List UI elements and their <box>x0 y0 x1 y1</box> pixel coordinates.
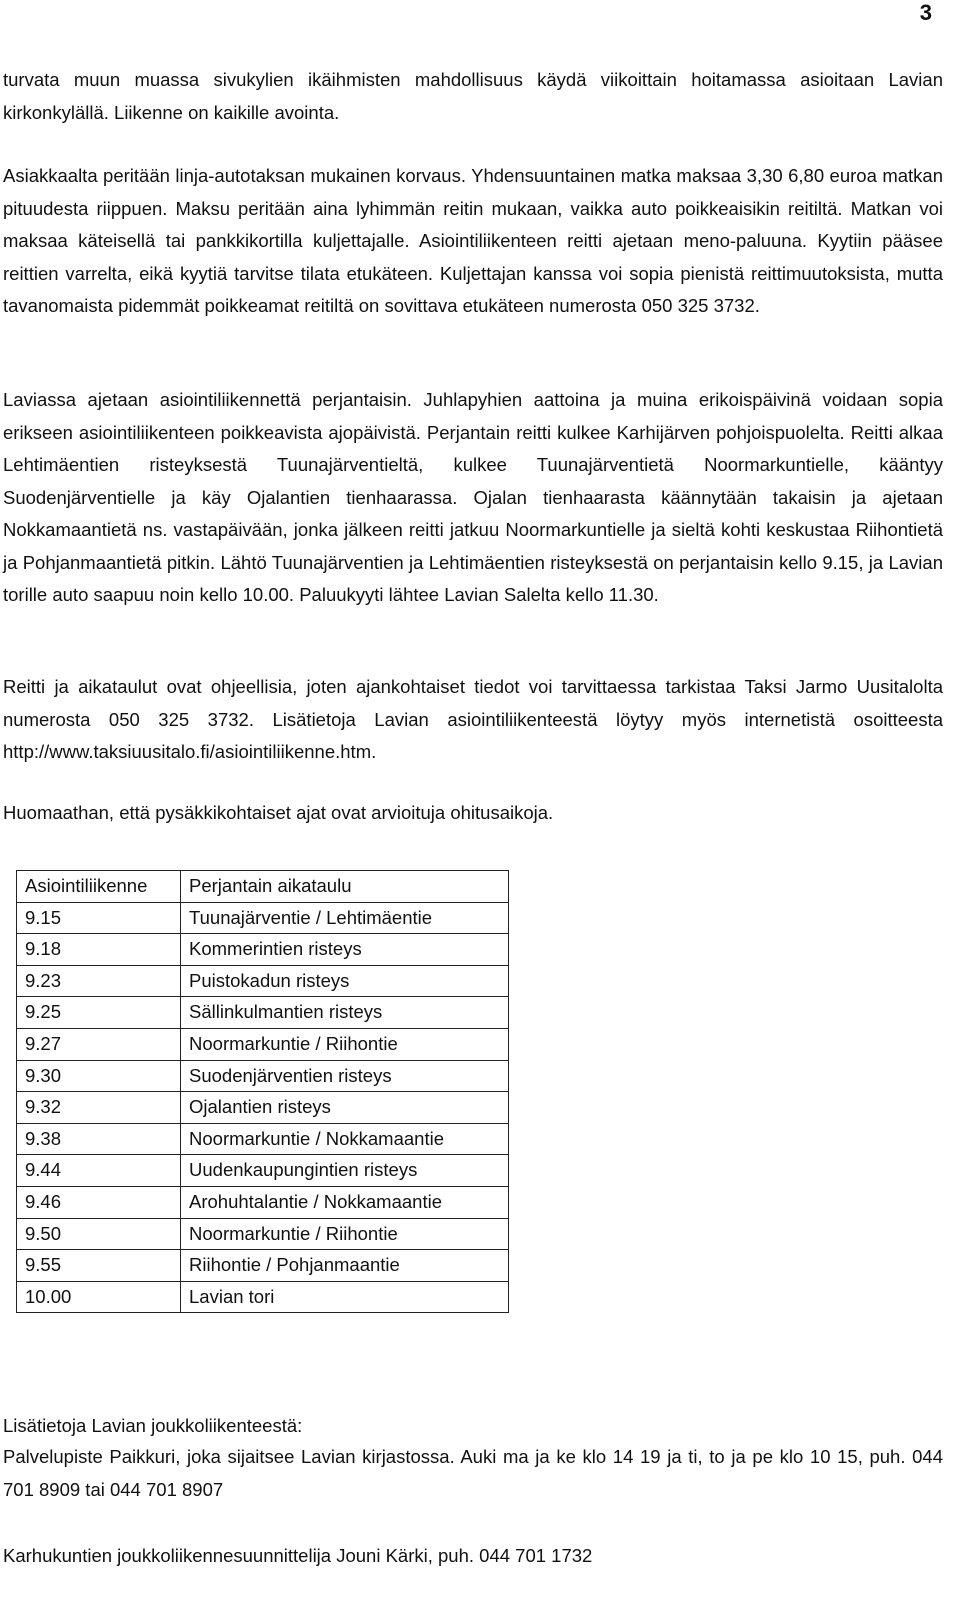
table-row <box>17 1028 509 1060</box>
time-cell: 10.00 <box>17 1281 181 1313</box>
paragraph-disclaimer-text: Reitti ja aikataulut ovat ohjeellisia, joten ajankohtaiset tiedot voi tarvittaessa tarkistaa Taksi Jarmo Uusitalolta numerosta 050 325 3732. Lisätietoja Lavian asiointiliikenteestä löytyy myös internetistä osoitteesta http://www.taksiuusitalo.fi/asiointiliikenne.htm. <box>3 676 943 762</box>
table-row <box>17 1281 509 1313</box>
stop-cell: Puistokadun risteys <box>181 965 509 997</box>
paragraph-route-text: Laviassa ajetaan asiointiliikennettä perjantaisin. Juhlapyhien aattoina ja muina erikoispäivinä voidaan sopia erikseen asiointiliikenteen poikkeavista ajopäivistä. Perjantain reitti kulkee Karhijärven pohjoispuolelta. Reitti alkaa Lehtimäentien risteyksestä Tuunajärventieltä, kulkee Tuunajärventietä Noormarkuntielle, kääntyy Suodenjärventielle ja käy Ojalantien tienhaarassa. Ojalan tienhaarasta käännytään takaisin ja ajetaan Nokkamaantietä ns. vastapäivään, jonka jälkeen reitti jatkuu Noormarkuntielle ja sieltä kohti keskustaa Riihontietä ja Pohjanmaantietä pitkin. Lähtö Tuunajärventien ja Lehtimäentien risteyksestä on perjantaisin kello 9.15, ja Lavian torille auto saapuu noin kello 10.00. Paluukyyti lähtee Lavian Salelta kello 11.30. <box>3 389 943 605</box>
paragraph-note <box>3 797 943 830</box>
stop-cell: Lavian tori <box>181 1281 509 1313</box>
paragraph-disclaimer <box>3 671 943 769</box>
stop-cell: Uudenkaupungintien risteys <box>181 1155 509 1187</box>
stop-cell: Riihontie / Pohjanmaantie <box>181 1250 509 1282</box>
table-row <box>17 1186 509 1218</box>
page-number: 3 <box>919 0 932 25</box>
table-header-row <box>17 871 509 903</box>
table-row <box>17 1250 509 1282</box>
header-cell-service: Asiointiliikenne <box>17 871 181 903</box>
table-row <box>17 902 509 934</box>
paragraph-route <box>3 384 943 612</box>
table-row <box>17 997 509 1029</box>
table-row <box>17 1123 509 1155</box>
paragraph-note-text: Huomaathan, että pysäkkikohtaiset ajat ovat arvioituja ohitusaikoja. <box>3 802 554 823</box>
time-cell: 9.46 <box>17 1186 181 1218</box>
time-cell: 9.25 <box>17 997 181 1029</box>
table-row <box>17 1218 509 1250</box>
header-cell-timetable: Perjantain aikataulu <box>181 871 509 903</box>
stop-cell: Noormarkuntie / Riihontie <box>181 1028 509 1060</box>
paragraph-intro-text: turvata muun muassa sivukylien ikäihmisten mahdollisuus käydä viikoittain hoitamassa asioitaan Lavian kirkonkylällä. Liikenne on kaikille avointa. <box>3 69 943 123</box>
info-text-content: Palvelupiste Paikkuri, joka sijaitsee Lavian kirjastossa. Auki ma ja ke klo 14 19 ja ti, to ja pe klo 10 15, puh. 044 701 8909 tai 044 701 8907 <box>3 1446 943 1500</box>
time-cell: 9.32 <box>17 1092 181 1124</box>
time-cell: 9.18 <box>17 934 181 966</box>
stop-cell: Tuunajärventie / Lehtimäentie <box>181 902 509 934</box>
table-row <box>17 1155 509 1187</box>
stop-cell: Ojalantien risteys <box>181 1092 509 1124</box>
stop-cell: Noormarkuntie / Nokkamaantie <box>181 1123 509 1155</box>
stop-cell: Noormarkuntie / Riihontie <box>181 1218 509 1250</box>
time-cell: 9.55 <box>17 1250 181 1282</box>
stop-cell: Suodenjärventien risteys <box>181 1060 509 1092</box>
time-cell: 9.50 <box>17 1218 181 1250</box>
time-cell: 9.44 <box>17 1155 181 1187</box>
stop-cell: Kommerintien risteys <box>181 934 509 966</box>
time-cell: 9.27 <box>17 1028 181 1060</box>
schedule-table <box>16 870 509 1313</box>
table-row <box>17 965 509 997</box>
paragraph-fares-text: Asiakkaalta peritään linja-autotaksan mukainen korvaus. Yhdensuuntainen matka maksaa 3,30 6,80 euroa matkan pituudesta riippuen. Maksu peritään aina lyhimmän reitin mukaan, vaikka auto poikkeaisikin reitiltä. Matkan voi maksaa käteisellä tai pankkikortilla kuljettajalle. Asiointiliikenteen reitti ajetaan meno-paluuna. Kyytiin pääsee reittien varrelta, eikä kyytiä tarvitse tilata etukäteen. Kuljettajan kanssa voi sopia pienistä reittimuutoksista, mutta tavanomaista pidemmät poikkeamat reitiltä on sovittava etukäteen numerosta 050 325 3732. <box>3 165 943 316</box>
info-text <box>3 1441 943 1506</box>
paragraph-fares <box>3 160 943 323</box>
stop-cell: Arohuhtalantie / Nokkamaantie <box>181 1186 509 1218</box>
time-cell: 9.38 <box>17 1123 181 1155</box>
table-row <box>17 1092 509 1124</box>
paragraph-intro <box>3 64 943 129</box>
time-cell: 9.30 <box>17 1060 181 1092</box>
time-cell: 9.23 <box>17 965 181 997</box>
table-row <box>17 934 509 966</box>
table-row <box>17 1060 509 1092</box>
time-cell: 9.15 <box>17 902 181 934</box>
stop-cell: Sällinkulmantien risteys <box>181 997 509 1029</box>
info-heading: Lisätietoja Lavian joukkoliikenteestä: <box>3 1415 303 1436</box>
planner-contact: Karhukuntien joukkoliikennesuunnittelija Jouni Kärki, puh. 044 701 1732 <box>3 1545 593 1566</box>
